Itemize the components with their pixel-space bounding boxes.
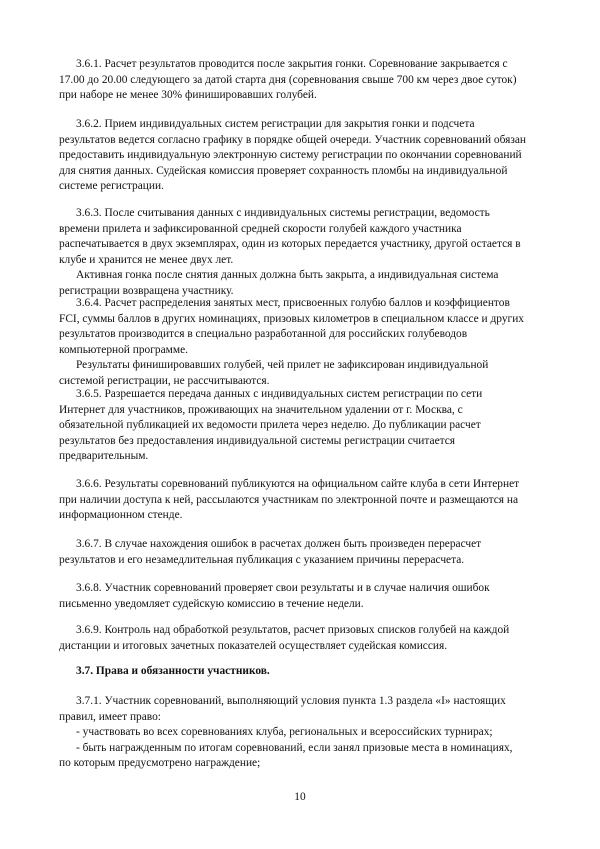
paragraph-line: результатов ведется согласно графику в порядке общей очереди. Участник соревнований обязан (59, 133, 527, 146)
paragraph-3-6-9 (59, 623, 557, 654)
paragraph-line: 17.00 до 20.00 следующего за датой старта дня (соревнования свыше 700 км через двое суток) (59, 73, 517, 86)
paragraph-line: результатов без предоставления индивидуальной системы регистрации считается (59, 434, 456, 447)
paragraph-line: при наборе не менее 30% финишировавших голубей. (59, 89, 317, 102)
paragraph-line: 3.6.5. Разрешается передача данных с индивидуальных систем регистрации по сети (76, 388, 483, 400)
paragraph-line: результатов производится в специально разработанной для российских голубеводов (59, 328, 468, 341)
paragraph-line: правил, имеет право: (59, 710, 161, 723)
paragraph-line: системе регистрации. (59, 180, 164, 193)
paragraph-line: 3.7.1. Участник соревнований, выполняющий условия пункта 1.3 раздела «I» настоящих (76, 695, 506, 707)
paragraph-line: дистанции и итоговых зачетных показателей осуществляет судейская комиссия. (59, 639, 448, 652)
paragraph-line: 3.6.7. В случае нахождения ошибок в расчетах должен быть произведен перерасчет (76, 538, 482, 550)
paragraph-line: времени прилета и зафиксированной средней скорости голубей каждого участника (59, 222, 462, 235)
paragraph-line: Активная гонка после снятия данных должна быть закрыта, а индивидуальная система (76, 269, 499, 282)
paragraph-line: FCI, суммы баллов в других номинациях, призовых километров в специальном классе и других (59, 312, 524, 325)
paragraph-line: письменно уведомляет судейскую комиссию в течение недели. (59, 597, 364, 610)
paragraph-line: 3.6.4. Расчет распределения занятых мест, присвоенных голубю баллов и коэффициентов (76, 297, 510, 309)
paragraph-line: 3.6.1. Расчет результатов проводится после закрытия гонки. Соревнование закрывается с (76, 58, 508, 70)
paragraph-line: информационном стенде. (59, 509, 183, 522)
paragraph-line: 3.6.8. Участник соревнований проверяет свои результаты и в случае наличия ошибок (76, 582, 490, 594)
page-number: 10 (294, 791, 306, 803)
paragraph-line: клубе и хранится не менее двух лет. (59, 253, 234, 266)
paragraph-line: регистрации возвращена участнику. (59, 284, 234, 297)
paragraph-line: 3.6.9. Контроль над обработкой результатов, расчет призовых списков голубей на каждой (76, 624, 510, 636)
paragraph-line: распечатывается в двух экземплярах, один из которых передается участнику, другой остается в (59, 238, 521, 251)
paragraph-line: системой регистрации, не рассчитываются. (59, 374, 270, 387)
list-item: - быть награжденным по итогам соревнований, если занял призовые места в номинациях, (76, 741, 513, 754)
paragraph-line: 3.6.3. После считывания данных с индивидуальных системы регистрации, ведомость (76, 207, 490, 219)
paragraph-3-6-8 (59, 581, 557, 612)
paragraph-3-6-2 (59, 117, 557, 195)
paragraph-line: 3.6.6. Результаты соревнований публикуются на официальном сайте клуба в сети Интернет (76, 478, 520, 490)
paragraph-line: Интернет для участников, проживающих на значительном удалении от г. Москва, с (59, 403, 463, 416)
paragraph-line: компьютерной программе. (59, 343, 188, 356)
section-heading: 3.7. Права и обязанности участников. (76, 665, 270, 677)
paragraph-line: обязательной публикацией их ведомости прилета через неделю. До публикации расчет (59, 419, 481, 432)
paragraph-3-6-4 (59, 296, 557, 390)
paragraph-3-6-5 (59, 387, 557, 465)
paragraph-3-6-3 (59, 206, 557, 300)
paragraph-line: результатов и его незамедлительная публикация с указанием причины перерасчета. (59, 553, 465, 566)
paragraph-3-6-6 (59, 477, 557, 524)
paragraph-line: при наличии доступа к ней, рассылаются участникам по электронной почте и размещаются на (59, 493, 519, 506)
paragraph-3-7-1 (59, 694, 557, 772)
paragraph-line: по которым предусмотрено награждение; (59, 757, 261, 770)
list-item: - участвовать во всех соревнованиях клуба, региональных и всероссийских турнирах; (76, 726, 493, 739)
paragraph-line: 3.6.2. Прием индивидуальных систем регистрации для закрытия гонки и подсчета (76, 118, 475, 130)
paragraph-line: для снятия данных. Судейская комиссия проверяет сохранность пломбы на индивидуальной (59, 164, 508, 177)
paragraph-line: предварительным. (59, 450, 149, 463)
paragraph-line: Результаты финишировавших голубей, чей прилет не зафиксирован индивидуальной (76, 359, 489, 372)
paragraph-3-6-1 (59, 57, 557, 104)
paragraph-line: предоставить индивидуальную электронную систему регистрации по окончании соревнований (59, 149, 522, 162)
paragraph-3-6-7 (59, 537, 557, 568)
